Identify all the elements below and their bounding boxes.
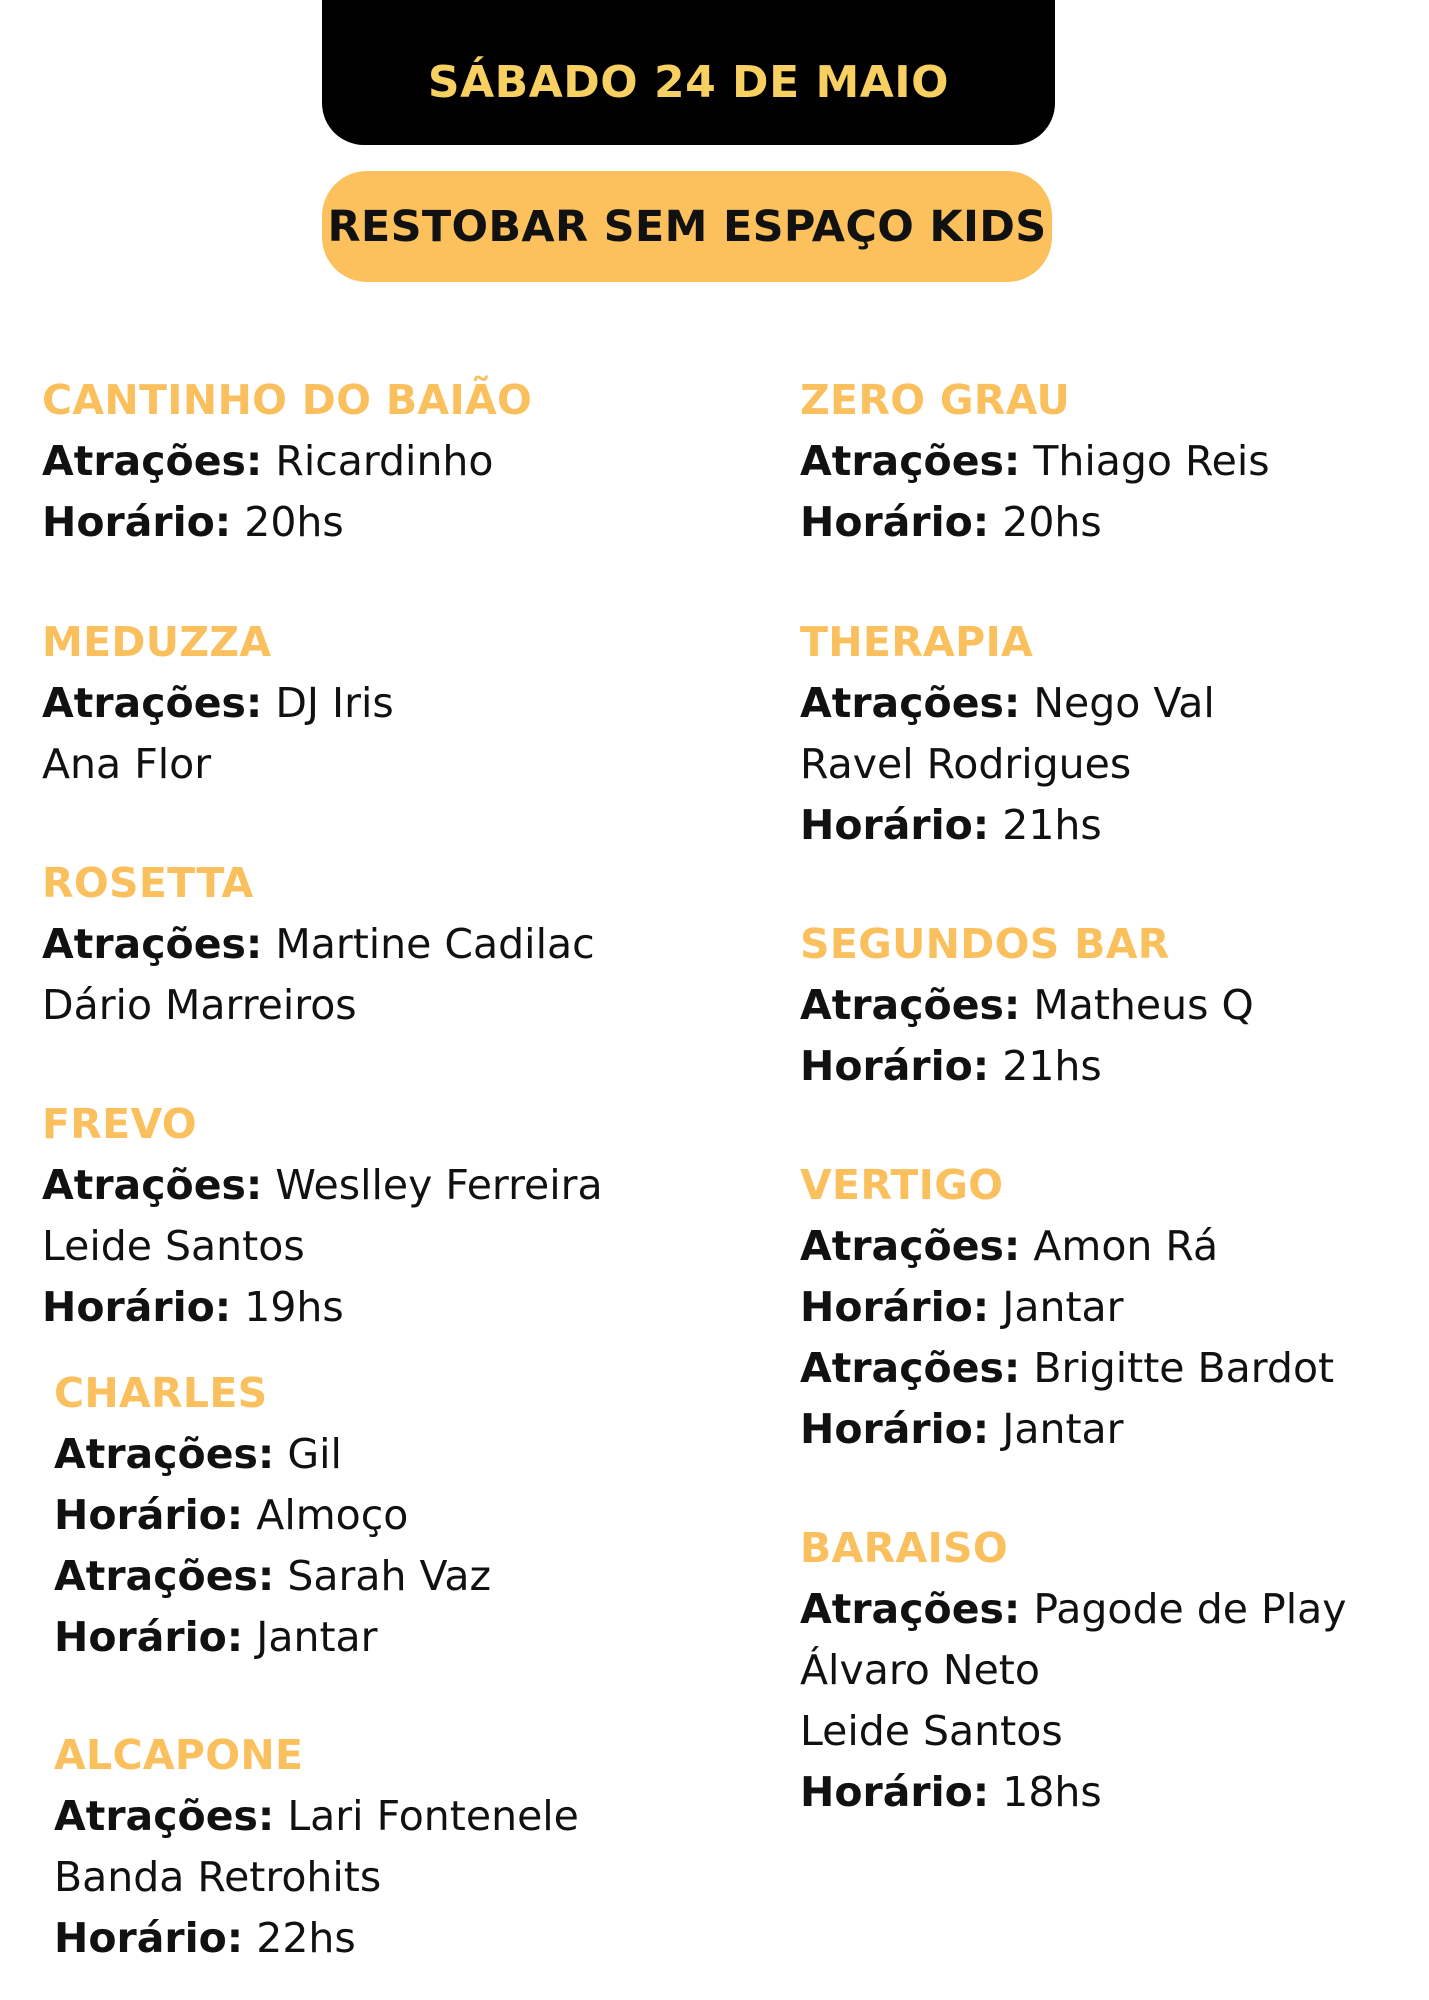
- time-label: Horário:: [54, 1914, 244, 1962]
- time-value: 20hs: [1002, 498, 1102, 546]
- time-value: 18hs: [1002, 1768, 1102, 1816]
- venue-name: BARAISO: [800, 1524, 1009, 1572]
- time-line: [54, 1485, 491, 1546]
- attractions-value: Sarah Vaz: [287, 1552, 492, 1600]
- time-line: [800, 1762, 1347, 1823]
- time-label: Horário:: [800, 1768, 990, 1816]
- venue-name: ROSETTA: [42, 859, 254, 907]
- attractions-extra: Ana Flor: [42, 740, 212, 788]
- venue-name: FREVO: [42, 1100, 197, 1148]
- venue-name: CHARLES: [54, 1369, 268, 1417]
- time-line: [800, 1036, 1254, 1097]
- time-value: Jantar: [1002, 1405, 1124, 1453]
- time-value: 21hs: [1002, 801, 1102, 849]
- event-date: SÁBADO 24 DE MAIO: [427, 57, 950, 108]
- time-label: Horário:: [800, 801, 990, 849]
- attractions-value: Nego Val: [1033, 679, 1215, 727]
- venue-name: ZERO GRAU: [800, 376, 1071, 424]
- attractions-value: DJ Iris: [275, 679, 394, 727]
- attractions-line: [54, 1546, 491, 1607]
- venue-frevo: [42, 1094, 603, 1338]
- restobar-subtitle: RESTOBAR SEM ESPAÇO KIDS: [327, 201, 1047, 252]
- time-label: Horário:: [42, 1283, 232, 1331]
- time-line: [42, 1277, 603, 1338]
- venue-name: MEDUZZA: [42, 618, 272, 666]
- venue-therapia: [800, 612, 1215, 856]
- attractions-label: Atrações:: [800, 1222, 1021, 1270]
- attractions-label: Atrações:: [54, 1552, 275, 1600]
- attractions-line: [800, 975, 1254, 1036]
- restobar-pill: [322, 171, 1052, 282]
- attractions-value: Ricardinho: [275, 437, 494, 485]
- venue-zero-grau: [800, 370, 1270, 553]
- time-value: 22hs: [256, 1914, 356, 1962]
- venue-charles: [54, 1363, 491, 1668]
- attractions-line: [800, 1338, 1334, 1399]
- attractions-extra: Ravel Rodrigues: [800, 740, 1132, 788]
- time-line: [800, 795, 1215, 856]
- time-line: [54, 1607, 491, 1668]
- time-line: [800, 492, 1270, 553]
- attractions-line: [800, 1216, 1334, 1277]
- attractions-line: [42, 914, 595, 975]
- venue-alcapone: [54, 1725, 579, 1969]
- attractions-value: Pagode de Play: [1033, 1585, 1347, 1633]
- attractions-value: Brigitte Bardot: [1033, 1344, 1335, 1392]
- time-value: 21hs: [1002, 1042, 1102, 1090]
- time-line: [42, 492, 532, 553]
- time-label: Horário:: [800, 1405, 990, 1453]
- attractions-value: Weslley Ferreira: [275, 1161, 603, 1209]
- attractions-label: Atrações:: [42, 437, 263, 485]
- attractions-label: Atrações:: [800, 1344, 1021, 1392]
- venue-name: CANTINHO DO BAIÃO: [42, 376, 533, 424]
- attractions-label: Atrações:: [54, 1792, 275, 1840]
- time-value: Almoço: [256, 1491, 409, 1539]
- attractions-line: [42, 1155, 603, 1216]
- time-value: Jantar: [256, 1613, 378, 1661]
- attractions-line: [42, 431, 532, 492]
- time-label: Horário:: [42, 498, 232, 546]
- attractions-line: [42, 673, 394, 734]
- time-line: [800, 1277, 1334, 1338]
- venue-segundos-bar: [800, 914, 1254, 1097]
- time-label: Horário:: [54, 1491, 244, 1539]
- time-label: Horário:: [800, 1283, 990, 1331]
- attractions-label: Atrações:: [800, 981, 1021, 1029]
- attractions-label: Atrações:: [800, 679, 1021, 727]
- time-label: Horário:: [800, 1042, 990, 1090]
- attractions-value: Martine Cadilac: [275, 920, 595, 968]
- attractions-value: Amon Rá: [1033, 1222, 1219, 1270]
- attractions-value: Matheus Q: [1033, 981, 1254, 1029]
- venue-rosetta: [42, 853, 595, 1036]
- attractions-extra: Banda Retrohits: [54, 1853, 382, 1901]
- attractions-extra: Dário Marreiros: [42, 981, 357, 1029]
- attractions-value: Gil: [287, 1430, 342, 1478]
- attractions-value: Thiago Reis: [1033, 437, 1270, 485]
- time-label: Horário:: [800, 498, 990, 546]
- attractions-extra: Leide Santos: [800, 1707, 1063, 1755]
- venue-baraiso: [800, 1518, 1347, 1823]
- venue-name: VERTIGO: [800, 1161, 1004, 1209]
- venue-name: ALCAPONE: [54, 1731, 304, 1779]
- venue-cantinho-do-baiao: [42, 370, 532, 553]
- time-value: Jantar: [1002, 1283, 1124, 1331]
- attractions-line: [800, 673, 1215, 734]
- time-line: [54, 1908, 579, 1969]
- venue-name: THERAPIA: [800, 618, 1034, 666]
- attractions-label: Atrações:: [800, 437, 1021, 485]
- attractions-extra: Leide Santos: [42, 1222, 305, 1270]
- attractions-line: [54, 1424, 491, 1485]
- venue-meduzza: [42, 612, 394, 795]
- time-value: 19hs: [244, 1283, 344, 1331]
- attractions-line: [54, 1786, 579, 1847]
- attractions-label: Atrações:: [42, 920, 263, 968]
- date-banner: [322, 0, 1055, 145]
- time-label: Horário:: [54, 1613, 244, 1661]
- attractions-extra: Álvaro Neto: [800, 1646, 1040, 1694]
- attractions-label: Atrações:: [54, 1430, 275, 1478]
- attractions-line: [800, 431, 1270, 492]
- attractions-value: Lari Fontenele: [287, 1792, 579, 1840]
- venue-name: SEGUNDOS BAR: [800, 920, 1170, 968]
- attractions-label: Atrações:: [800, 1585, 1021, 1633]
- attractions-label: Atrações:: [42, 679, 263, 727]
- time-value: 20hs: [244, 498, 344, 546]
- attractions-label: Atrações:: [42, 1161, 263, 1209]
- attractions-line: [800, 1579, 1347, 1640]
- time-line: [800, 1399, 1334, 1460]
- venue-vertigo: [800, 1155, 1334, 1460]
